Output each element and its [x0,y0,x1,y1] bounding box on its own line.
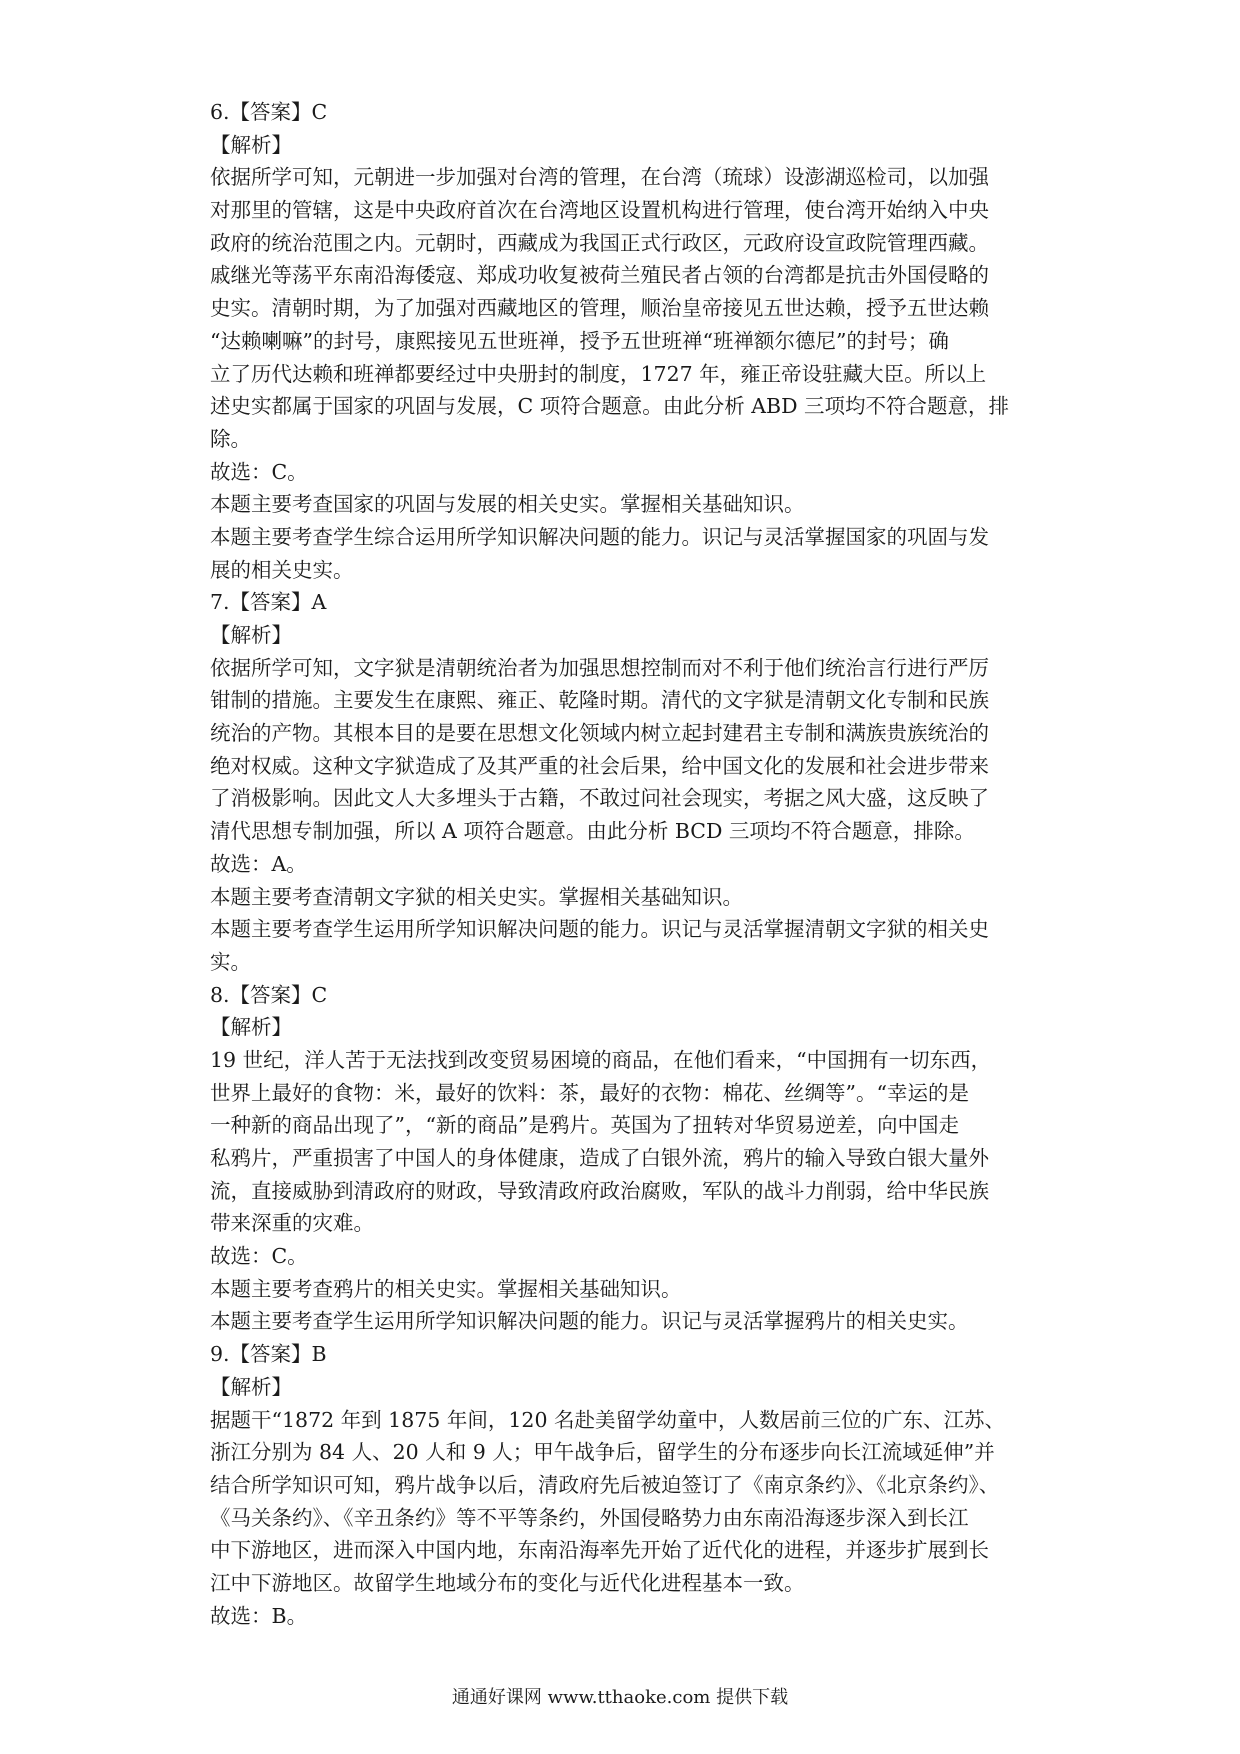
text-line: 除。 [210,426,251,451]
text-line: 私鸦片，严重损害了中国人的身体健康，造成了白银外流，鸦片的输入导致白银大量外 [210,1146,989,1170]
text-line: 依据所学可知，文字狱是清朝统治者为加强思想控制而对不利于他们统治言行进行严厉 [210,655,989,680]
q9-choice: 故选：B。 [210,1603,308,1628]
text-line: 清代思想专制加强，所以 A 项符合题意。由此分析 BCD 三项均不符合题意，排除。 [210,819,975,844]
text-line: 展的相关史实。 [210,557,354,582]
text-line: “达赖喇嘛”的封号，康熙接见五世班禅，授予五世班禅“班禅额尔德尼”的封号；确 [210,328,949,353]
text-line: 浙江分别为 84 人、20 人和 9 人；甲午战争后，留学生的分布逐步向长江流域延伸”并 [210,1440,995,1465]
text-line: 本题主要考查鸦片的相关史实。掌握相关基础知识。 [210,1276,682,1301]
q8-choice: 故选：C。 [210,1244,308,1269]
text-line: 政府的统治范围之内。元朝时，西藏成为我国正式行政区，元政府设宣政院管理西藏。 [210,230,989,255]
text-line: 本题主要考查学生运用所学知识解决问题的能力。识记与灵活掌握清朝文字狱的相关史 [210,917,989,942]
text-line: 戚继光等荡平东南沿海倭寇、郑成功收复被荷兰殖民者占领的台湾都是抗击外国侵略的 [210,263,989,288]
text-line: 对那里的管辖，这是中央政府首次在台湾地区设置机构进行管理，使台湾开始纳入中央 [210,198,989,223]
text-line: 本题主要考查国家的巩固与发展的相关史实。掌握相关基础知识。 [210,492,805,517]
text-line: 了消极影响。因此文人大多埋头于古籍，不敢过问社会现实，考据之风大盛，这反映了 [210,786,989,811]
document-body [210,96,1040,1632]
text-line: 中下游地区，进而深入中国内地，东南沿海率先开始了近代化的进程，并逐步扩展到长 [210,1538,989,1563]
q9-answer: 9.【答案】B [210,1342,327,1367]
text-line: 钳制的措施。主要发生在康熙、雍正、乾隆时期。清代的文字狱是清朝文化专制和民族 [210,688,989,713]
text-line: 《马关条约》、《辛丑条约》等不平等条约，外国侵略势力由东南沿海逐步深入到长江 [210,1505,969,1530]
text-line: 结合所学知识可知，鸦片战争以后，清政府先后被迫签订了《南京条约》、《北京条约》、 [210,1472,1000,1497]
text-line: 史实。清朝时期，为了加强对西藏地区的管理，顺治皇帝接见五世达赖，授予五世达赖 [210,296,989,321]
text-line: 立了历代达赖和班禅都要经过中央册封的制度，1727 年，雍正帝设驻藏大臣。所以上 [210,361,987,386]
q8-answer: 8.【答案】C [210,982,328,1007]
text-line: 据题干“1872 年到 1875 年间，120 名赴美留学幼童中，人数居前三位的广东、江苏、 [210,1407,1006,1432]
q9-analysis-heading: 【解析】 [210,1374,292,1399]
text-line: 本题主要考查学生运用所学知识解决问题的能力。识记与灵活掌握鸦片的相关史实。 [210,1309,969,1334]
q7-analysis-heading: 【解析】 [210,623,292,647]
q6-analysis-heading: 【解析】 [210,132,292,157]
q6-answer: 6.【答案】C [210,100,328,124]
text-line: 江中下游地区。故留学生地域分布的变化与近代化进程基本一致。 [210,1570,805,1595]
text-line: 实。 [210,949,251,974]
q6-choice: 故选：C。 [210,459,308,484]
text-line: 19 世纪，洋人苦于无法找到改变贸易困境的商品，在他们看来，“中国拥有一切东西， [210,1047,992,1072]
q7-choice: 故选：A。 [210,851,307,876]
footer-watermark: 通通好课网 www.tthaoke.com 提供下载 [451,1687,789,1708]
q8-analysis-heading: 【解析】 [210,1015,292,1040]
text-line: 流，直接威胁到清政府的财政，导致清政府政治腐败，军队的战斗力削弱，给中华民族 [210,1178,989,1203]
text-line: 绝对权威。这种文字狱造成了及其严重的社会后果，给中国文化的发展和社会进步带来 [210,753,989,778]
text-line: 一种新的商品出现了”，“新的商品”是鸦片。英国为了扭转对华贸易逆差，向中国走 [210,1113,959,1138]
q7-answer: 7.【答案】A [210,590,327,615]
text-line: 带来深重的灾难。 [210,1211,374,1236]
text-line: 依据所学可知，元朝进一步加强对台湾的管理，在台湾（琉球）设澎湖巡检司，以加强 [210,165,989,190]
text-line: 统治的产物。其根本目的是要在思想文化领域内树立起封建君主专制和满族贵族统治的 [210,721,989,746]
text-line: 本题主要考查学生综合运用所学知识解决问题的能力。识记与灵活掌握国家的巩固与发 [210,524,989,549]
text-line: 世界上最好的食物：米，最好的饮料：茶，最好的衣物：棉花、丝绸等”。“幸运的是 [210,1080,969,1105]
text-line: 本题主要考查清朝文字狱的相关史实。掌握相关基础知识。 [210,884,743,909]
text-line: 述史实都属于国家的巩固与发展，C 项符合题意。由此分析 ABD 三项均不符合题意，排 [210,394,1010,419]
